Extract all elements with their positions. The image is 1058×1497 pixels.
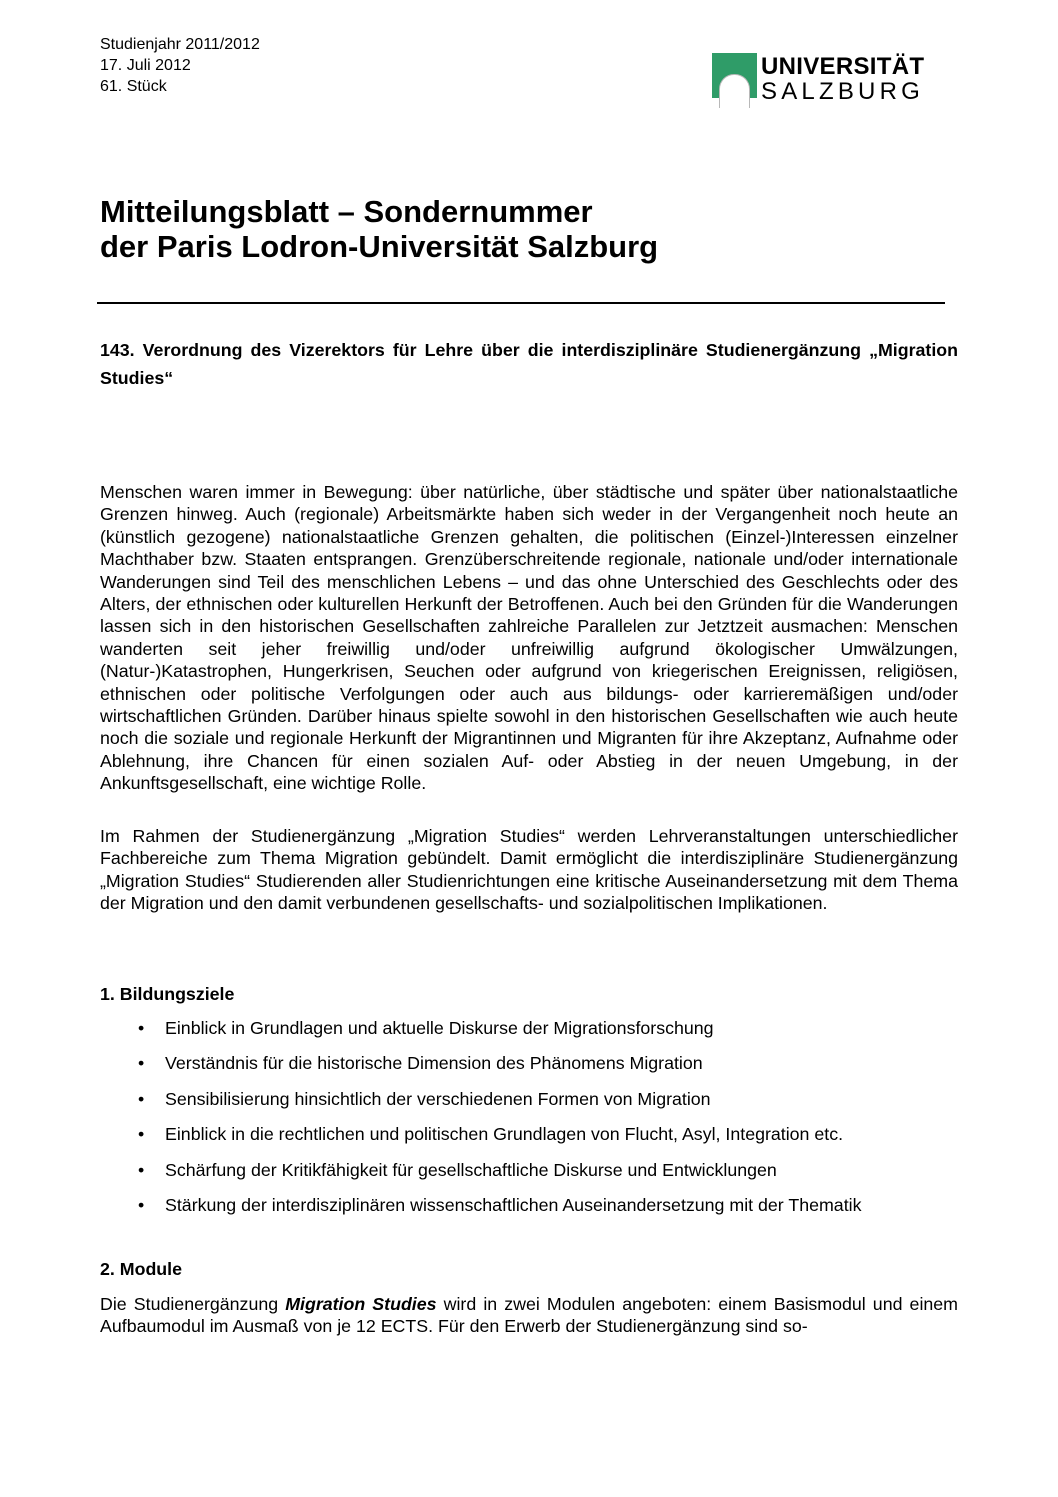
list-item: • Sensibilisierung hinsichtlich der verschiedenen Formen von Migration xyxy=(100,1088,958,1110)
divider-rule xyxy=(97,302,945,304)
logo-wordmark-universitaet: UNIVERSITÄT xyxy=(761,53,925,80)
university-salzburg-logo xyxy=(712,53,924,107)
module-paragraph xyxy=(100,1293,958,1338)
document-title xyxy=(100,194,658,264)
list-item: • Einblick in die rechtlichen und politischen Grundlagen von Flucht, Asyl, Integration etc. xyxy=(100,1123,958,1145)
bildungsziele-list xyxy=(100,1017,958,1229)
logo-wordmark-salzburg: SALZBURG xyxy=(761,78,924,105)
section-heading-bildungsziele: 1. Bildungsziele xyxy=(100,984,235,1004)
list-item: • Verständnis für die historische Dimension des Phänomens Migration xyxy=(100,1052,958,1074)
module-paragraph-prefix: Die Studienergänzung xyxy=(100,1294,286,1314)
issue-date: 17. Juli 2012 xyxy=(100,57,191,74)
section-heading-module: 2. Module xyxy=(100,1259,182,1279)
decree-paragraph-1: Menschen waren immer in Bewegung: über natürliche, über städtische und später über nationalstaatliche Grenzen hinweg. Auch (regionale) Arbeitsmärkte haben sich weder in der Vergangenheit noch heute an (künstlich gezogene) nationalstaatliche Grenzen gehalten, die politischen (Einzel-)Interessen einzelner Machthaber bzw. Staaten entsprangen. Grenzüberschreitende regionale, nationale und/oder internationale Wanderungen sind Teil des menschlichen Lebens – und das ohne Unterschied des Geschlechts oder des Alters, der ethnischen oder kulturellen Herkunft der Betroffenen. Auch bei den Gründen für die Wanderungen lassen sich in den historischen Gesellschaften zahlreiche Parallelen zur Jetztzeit ausmachen: Menschen wanderten seit jeher freiwillig und/oder unfreiwillig aufgrund ökologischer Umwälzungen, (Natur-)Katastrophen, Hungerkrisen, Seuchen oder aufgrund von kriegerischen Ereignissen, religiösen, ethnischen oder politische Verfolgungen oder auch aus bildungs- oder karrieremäßigen und/oder wirtschaftlichen Gründen. Darüber hinaus spielte sowohl in den historischen Gesellschaften wie auch heute noch die soziale und regionale Herkunft der Migrantinnen und Migranten für ihre Akzeptanz, Aufnahme oder Ablehnung, ihre Chancen für einen sozialen Auf- oder Abstieg in der neuen Umgebung, in der Ankunftsgesellschaft, eine wichtige Rolle. xyxy=(100,482,958,794)
decree-paragraph-2: Im Rahmen der Studienergänzung „Migration Studies“ werden Lehrveranstaltungen unterschiedlicher Fachbereiche zum Thema Migration gebündelt. Damit ermöglicht die interdisziplinäre Studienergänzung „Migration Studies“ Studierenden aller Studienrichtungen eine kritische Auseinandersetzung mit dem Thema der Migration und den damit verbundenen gesellschafts- und sozialpolitischen Implikationen. xyxy=(100,826,958,914)
logo-dome-shape xyxy=(719,74,750,108)
list-item: • Einblick in Grundlagen und aktuelle Diskurse der Migrationsforschung xyxy=(100,1017,958,1039)
issue-number: 61. Stück xyxy=(100,78,167,95)
decree-heading: 143. Verordnung des Vizerektors für Lehre über die interdisziplinäre Studienergänzung „Migration Studies“ xyxy=(100,340,958,388)
dome-logo-icon xyxy=(712,53,759,107)
list-item: • Schärfung der Kritikfähigkeit für gesellschaftliche Diskurse und Entwicklungen xyxy=(100,1159,958,1181)
module-paragraph-suffix: wird in zwei Modulen angeboten: einem Basismodul und einem Aufbaumodul im Ausmaß von je 12 ECTS. Für den Erwerb der Studienergänzung sind so- xyxy=(100,1294,958,1337)
issue-info xyxy=(100,34,260,97)
document-title-line1: Mitteilungsblatt – Sondernummer xyxy=(100,194,593,229)
emphasis-migration-studies: Migration Studies xyxy=(285,1294,437,1314)
document-title-line2: der Paris Lodron-Universität Salzburg xyxy=(100,229,659,264)
issue-studienjahr: Studienjahr 2011/2012 xyxy=(100,36,260,53)
logo-wordmark xyxy=(761,55,924,107)
list-item: • Stärkung der interdisziplinären wissenschaftlichen Auseinandersetzung mit der Thematik xyxy=(100,1194,958,1216)
